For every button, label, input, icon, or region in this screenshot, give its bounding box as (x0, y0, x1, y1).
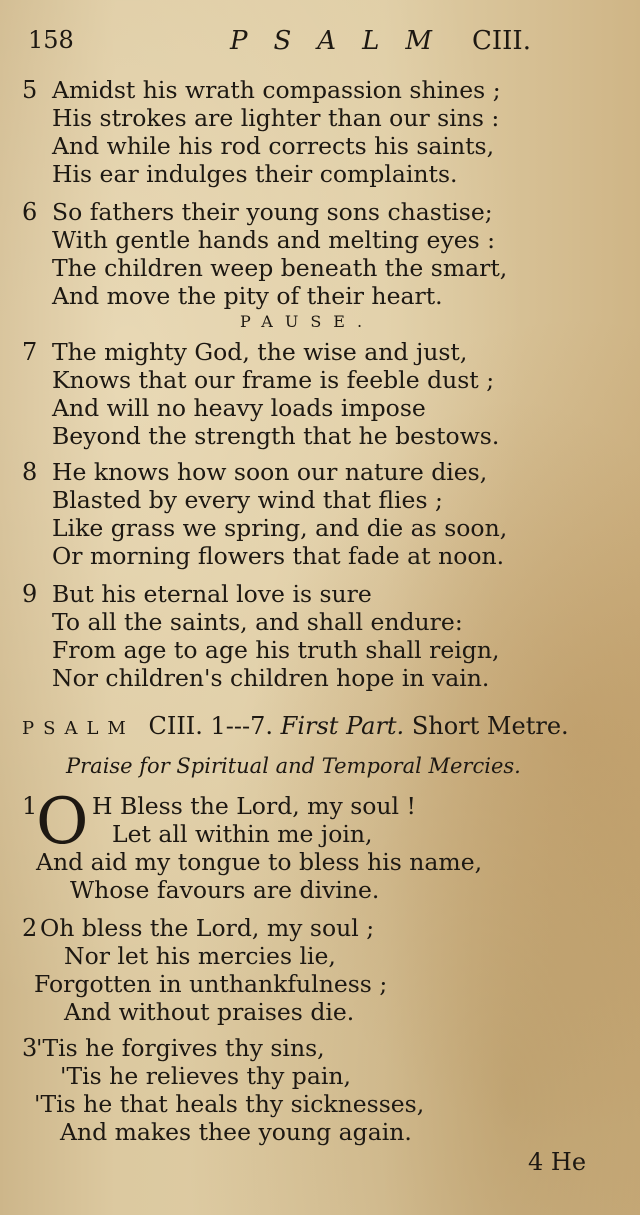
stanza-7 (22, 338, 622, 450)
page-number: 158 (28, 26, 74, 54)
verse-line: His strokes are lighter than our sins : (52, 104, 500, 132)
verse-line: And aid my tongue to bless his name, (36, 848, 483, 876)
stanza-1 (22, 785, 622, 904)
header-psalm-numeral: CIII. (472, 26, 531, 56)
stanza-5 (22, 76, 622, 188)
verse-line: 'Tis he that heals thy sicknesses, (34, 1090, 425, 1118)
verse-line: Oh bless the Lord, my soul ; (40, 914, 375, 942)
verse-line: Beyond the strength that he bestows. (52, 422, 500, 450)
verse-number: 2 (22, 914, 38, 942)
stanza-8 (22, 458, 622, 570)
verse-line: To all the saints, and shall endure: (52, 608, 463, 636)
verse-line: Nor let his mercies lie, (64, 942, 336, 970)
verse-line: 'Tis he forgives thy sins, (36, 1034, 325, 1062)
verse-line: H Bless the Lord, my soul ! (92, 792, 416, 820)
verse-number: 7 (22, 338, 38, 366)
verse-line: Or morning flowers that fade at noon. (52, 542, 505, 570)
verse-line: But his eternal love is sure (52, 580, 372, 608)
verse-number: 5 (22, 76, 38, 104)
verse-line: 'Tis he relieves thy pain, (60, 1062, 351, 1090)
verse-line: His ear indulges their complaints. (52, 160, 458, 188)
verse-line: And without praises die. (64, 998, 355, 1026)
header-title: PSALM (230, 26, 458, 56)
section-heading (22, 712, 622, 740)
verse-line: Whose favours are divine. (70, 876, 380, 904)
verse-line: And while his rod corrects his saints, (52, 132, 495, 160)
running-header (20, 20, 620, 60)
verse-line: Blasted by every wind that flies ; (52, 486, 443, 514)
verse-line: Nor children's children hope in vain. (52, 664, 490, 692)
verse-line: Amidst his wrath compassion shines ; (52, 76, 501, 104)
verse-line: Knows that our frame is feeble dust ; (52, 366, 495, 394)
verse-line: The mighty God, the wise and just, (52, 338, 468, 366)
section-numeral: CIII. 1---7. (148, 712, 274, 740)
stanza-3 (22, 1034, 622, 1146)
verse-line: And move the pity of their heart. (52, 282, 443, 310)
section-part: First Part. (280, 712, 405, 740)
section-metre: Short Metre. (411, 712, 569, 740)
stanza-2 (22, 914, 622, 1026)
stanza-6 (22, 198, 622, 310)
verse-line: The children weep beneath the smart, (52, 254, 508, 282)
verse-line: Forgotten in unthankfulness ; (34, 970, 388, 998)
verse-line: From age to age his truth shall reign, (52, 636, 500, 664)
stanza-9 (22, 580, 622, 692)
verse-line: So fathers their young sons chastise; (52, 198, 493, 226)
verse-number: 3 (22, 1034, 38, 1062)
verse-number: 1 (22, 792, 38, 820)
section-psalm-word: PSALM (22, 718, 135, 739)
verse-number: 6 (22, 198, 38, 226)
catchword: 4 He (528, 1148, 587, 1176)
verse-number: 8 (22, 458, 38, 486)
verse-line: Let all within me join, (112, 820, 373, 848)
verse-line: With gentle hands and melting eyes : (52, 226, 496, 254)
pause-label: PAUSE. (240, 312, 375, 331)
drop-cap: O (36, 785, 89, 859)
verse-line: He knows how soon our nature dies, (52, 458, 488, 486)
verse-line: And will no heavy loads impose (52, 394, 426, 422)
verse-line: Like grass we spring, and die as soon, (52, 514, 508, 542)
verse-line: And makes thee young again. (60, 1118, 412, 1146)
verse-number: 9 (22, 580, 38, 608)
section-subtitle: Praise for Spiritual and Temporal Mercies. (66, 754, 521, 778)
